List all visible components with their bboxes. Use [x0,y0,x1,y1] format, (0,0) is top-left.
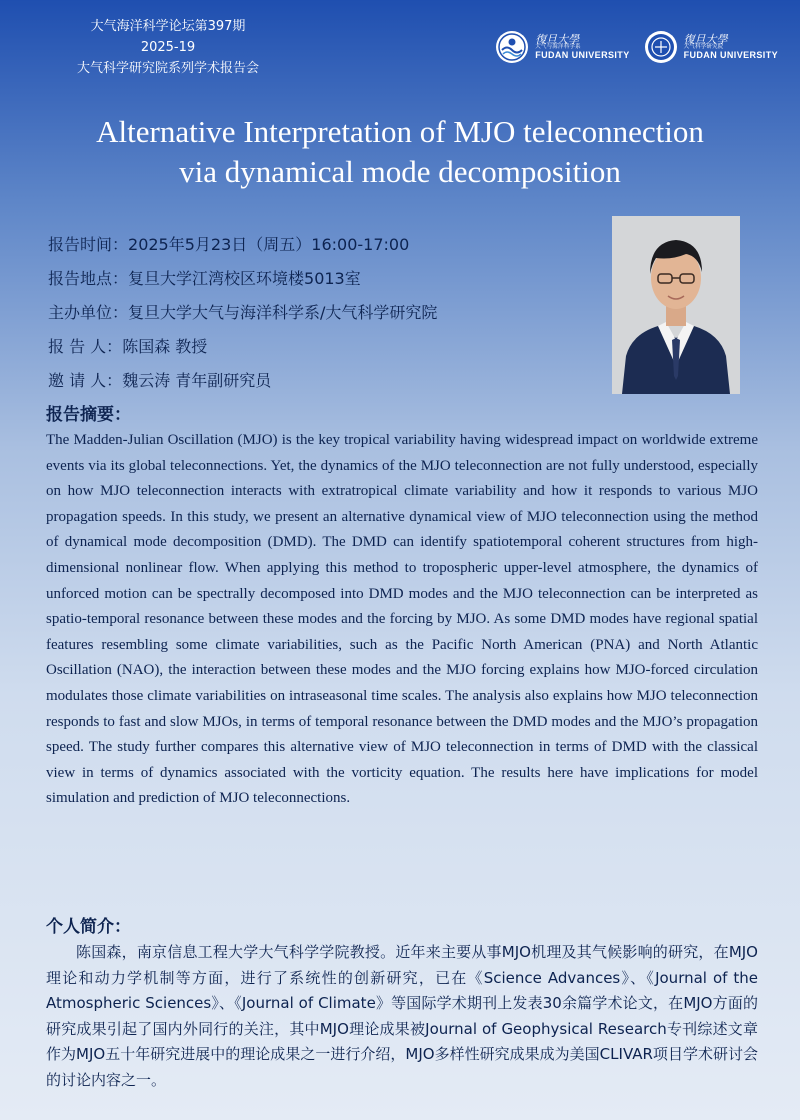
series-line-3: 大气科学研究院系列学术报告会 [76,61,259,76]
institute-logo-en: FUDAN UNIVERSITY [683,49,778,60]
talk-details [48,226,437,396]
place-row [48,260,437,294]
series-line-2: 2025-19 [140,40,196,55]
host-row [48,294,437,328]
institute-logo [644,30,778,64]
speaker-row [48,328,437,362]
time-value: 2025年5月23日（周五）16:00-17:00 [128,234,410,254]
inviter-label: 邀 请 人： [48,370,123,390]
dept-logo-sub: 大气与海洋科学系 [535,44,581,51]
dept-logo [495,30,629,64]
host-value: 复旦大学大气与海洋科学系/大气科学研究院 [128,302,438,322]
inviter-row [48,362,437,396]
logo-bar [495,30,778,64]
speaker-photo [612,216,740,394]
institute-logo-sub: 大气科学研究院 [683,44,724,51]
speaker-value: 陈国森 教授 [122,336,208,356]
speaker-portrait-icon [612,216,740,394]
dept-logo-cn: 復旦大學 [535,32,580,46]
dept-seal-icon [495,30,529,64]
host-label: 主办单位： [48,302,129,322]
institute-logo-cn: 復旦大學 [683,32,728,46]
time-label: 报告时间： [48,234,129,254]
speaker-label: 报 告 人： [48,336,123,356]
series-line-1: 大气海洋科学论坛第397期 [90,19,246,34]
place-label: 报告地点： [48,268,129,288]
dept-logo-en: FUDAN UNIVERSITY [535,49,630,60]
talk-title [20,112,780,192]
time-row [48,226,437,260]
abstract-heading: 报告摘要： [46,405,131,425]
institute-seal-icon [644,30,678,64]
place-value: 复旦大学江湾校区环境楼5013室 [128,268,361,288]
bio-text: 陈国森，南京信息工程大学大气科学学院教授。近年来主要从事MJO机理及其气候影响的研究，在MJO理论和动力学机制等方面，进行了系统性的创新研究，已在《Science Advances》、《Journal of the Atmospheric Sciences》、《Journal of Climate》等国际学术期刊上发表30余篇学术论文，在MJO方面的研究成果引起了国内外同行的关注，其中MJO理论成果被Journal of Geophysical Research专刊综述文章作为MJO五十年研究进展中的理论成果之一进行介绍，MJO多样性研究成果成为美国CLIVAR项目学术研讨会的讨论内容之一。 [46,943,758,1089]
title-line-2: via dynamical mode decomposition [179,154,621,189]
abstract-text: The Madden-Julian Oscillation (MJO) is the key tropical variability having widespread impact on worldwide extreme events via its global teleconnections. Yet, the dynamics of the MJO teleconnection are not fully understood, especially on how MJO teleconnection interacts with extratropical climate variability and how it responds to various MJO propagation speeds. In this study, we present an alternative dynamical view of MJO teleconnection using the method of dynamical mode decomposition (DMD). The DMD can identify spatiotemporal coherent structures from high-dimensional nonlinear flow. When applying this method to tropospheric upper-level atmosphere, the dynamics of unforced motion can be spectrally decomposed into DMD modes and the MJO teleconnection can be interpreted as spatio-temporal resonance between these modes and the forcing by MJO. As some DMD modes have regional spatial features resembling some climate variabilities, such as the Pacific North American (PNA) and North Atlantic Oscillation (NAO), the interaction between these modes and the MJO forcing explains how MJO-forced circulation modulates those climate variabilities on intraseasonal time scales. The analysis also explains how MJO teleconnection responds to fast and slow MJOs, in terms of temporal resonance between the DMD modes and the MJO’s propagation speed. The study further compares this alternative view of MJO teleconnection in terms of DMD with the classical view in terms of dynamics associated with the vorticity equation. The results here have implications for model simulation and prediction of MJO teleconnections. [46,432,758,807]
inviter-value: 魏云涛 青年副研究员 [122,370,272,390]
seminar-series-info [38,16,298,79]
title-line-1: Alternative Interpretation of MJO teleconnection [96,114,704,149]
bio-heading: 个人简介： [46,917,131,937]
